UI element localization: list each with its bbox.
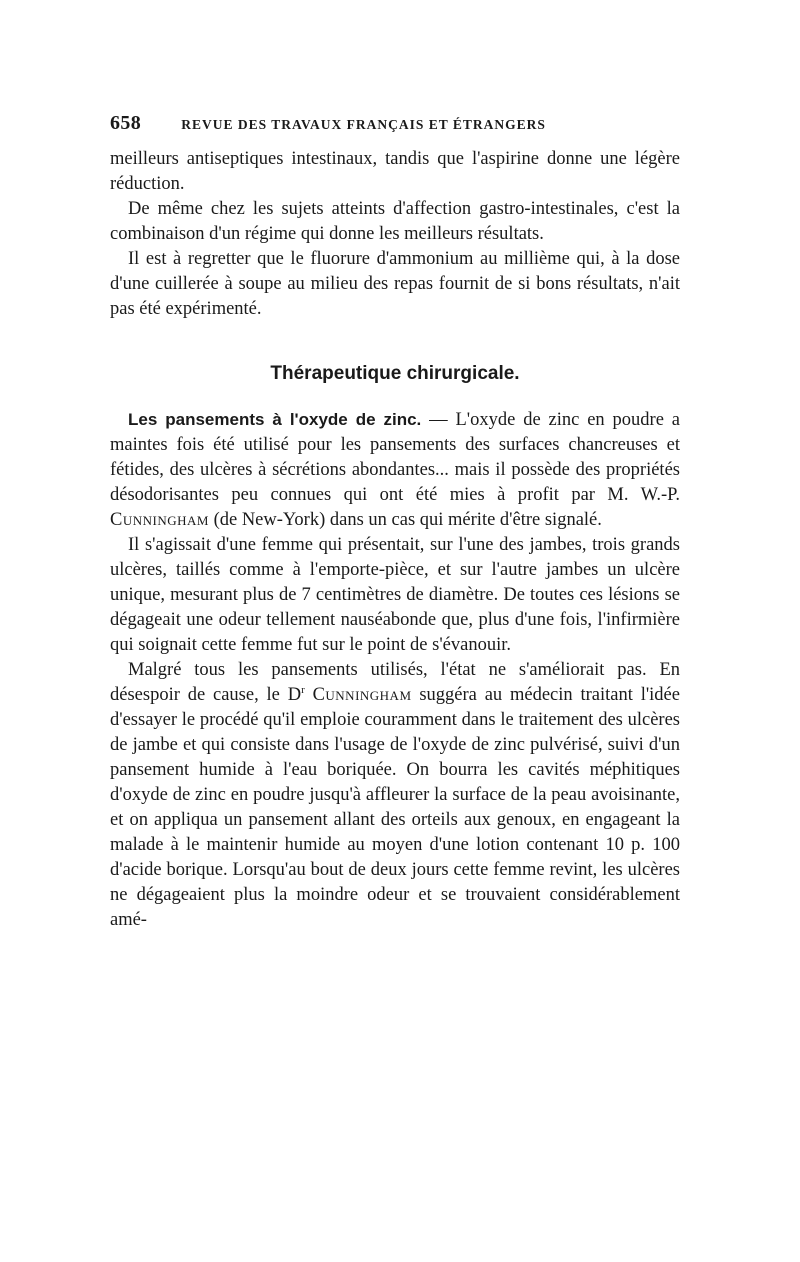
paragraph-gastro: De même chez les sujets atteints d'affection gastro-intestinales, c'est la combinaison d'un régime qui donne les meilleurs résultats. [110, 199, 680, 244]
page-header [110, 112, 680, 135]
paragraph-zinc-text-b: (de New-York) dans un cas qui mérite d'être signalé. [208, 510, 602, 530]
paragraph-zinc-text-a: — L'oxyde de zinc en poudre a maintes fois été utilisé pour les pansements des surfaces chancreuses et fétides, des ulcères à sécrétions abondantes... mais il possède des propriétés désodorisantes peu connues qui ont été mies à profit par M. W.-P. [110, 410, 680, 505]
paragraph-zinc-intro [110, 407, 680, 533]
paragraph-treatment-text-b: suggéra au médecin traitant l'idée d'essayer le procédé qu'il emploie couramment dans le traitement des ulcères de jambe et qui consiste dans l'usage de l'oxyde de zinc pulvérisé, suivi d'un pansement humide à l'eau boriquée. On bourra les cavités méphitiques d'oxyde de zinc en poudre jusqu'à affleurer la surface de la peau avoisinante, et on appliqua un pansement allant des orteils aux genoux, en engageant la malade à le maintenir humide au moyen d'une lotion contenant 10 p. 100 d'acide borique. Lorsqu'au bout de deux jours cette femme revint, les ulcères ne dégageaient plus la moindre odeur et se trouvaient considérablement amé- [110, 685, 680, 930]
running-title: REVUE DES TRAVAUX FRANÇAIS ET ÉTRANGERS [181, 117, 546, 132]
page-number: 658 [110, 112, 142, 134]
paragraph-case: Il s'agissait d'une femme qui présentait, sur l'une des jambes, trois grands ulcères, taillés comme à l'emporte-pièce, et sur l'autre jambes un ulcère unique, mesurant plus de 7 centimètres de diamètre. De toutes ces lésions se dégageait une odeur tellement nauséabonde que, plus d'une fois, l'infirmière qui soignait cette femme fut sur le point de s'évanouir. [110, 535, 680, 655]
paragraph-treatment [110, 658, 680, 933]
section-title: Thérapeutique chirurgicale. [270, 363, 520, 384]
doctor-abbrev-sup: r [301, 683, 305, 696]
article-lead: Les pansements à l'oxyde de zinc. [128, 410, 422, 429]
author-name: Cunningham [110, 510, 209, 530]
author-name-2: Cunningham [312, 685, 412, 705]
paragraph-continued: meilleurs antiseptiques intestinaux, tandis que l'aspirine donne une légère réduction. [110, 149, 680, 194]
paragraph-treatment-text-a: Malgré tous les pansements utilisés, l'état ne s'améliorait pas. En désespoir de cause, le D [110, 660, 680, 705]
paragraph-fluorure: Il est à regretter que le fluorure d'ammonium au millième qui, à la dose d'une cuillerée à soupe au milieu des repas fournit de si bons résultats, n'ait pas été expérimenté. [110, 249, 680, 319]
document-page [110, 112, 680, 933]
